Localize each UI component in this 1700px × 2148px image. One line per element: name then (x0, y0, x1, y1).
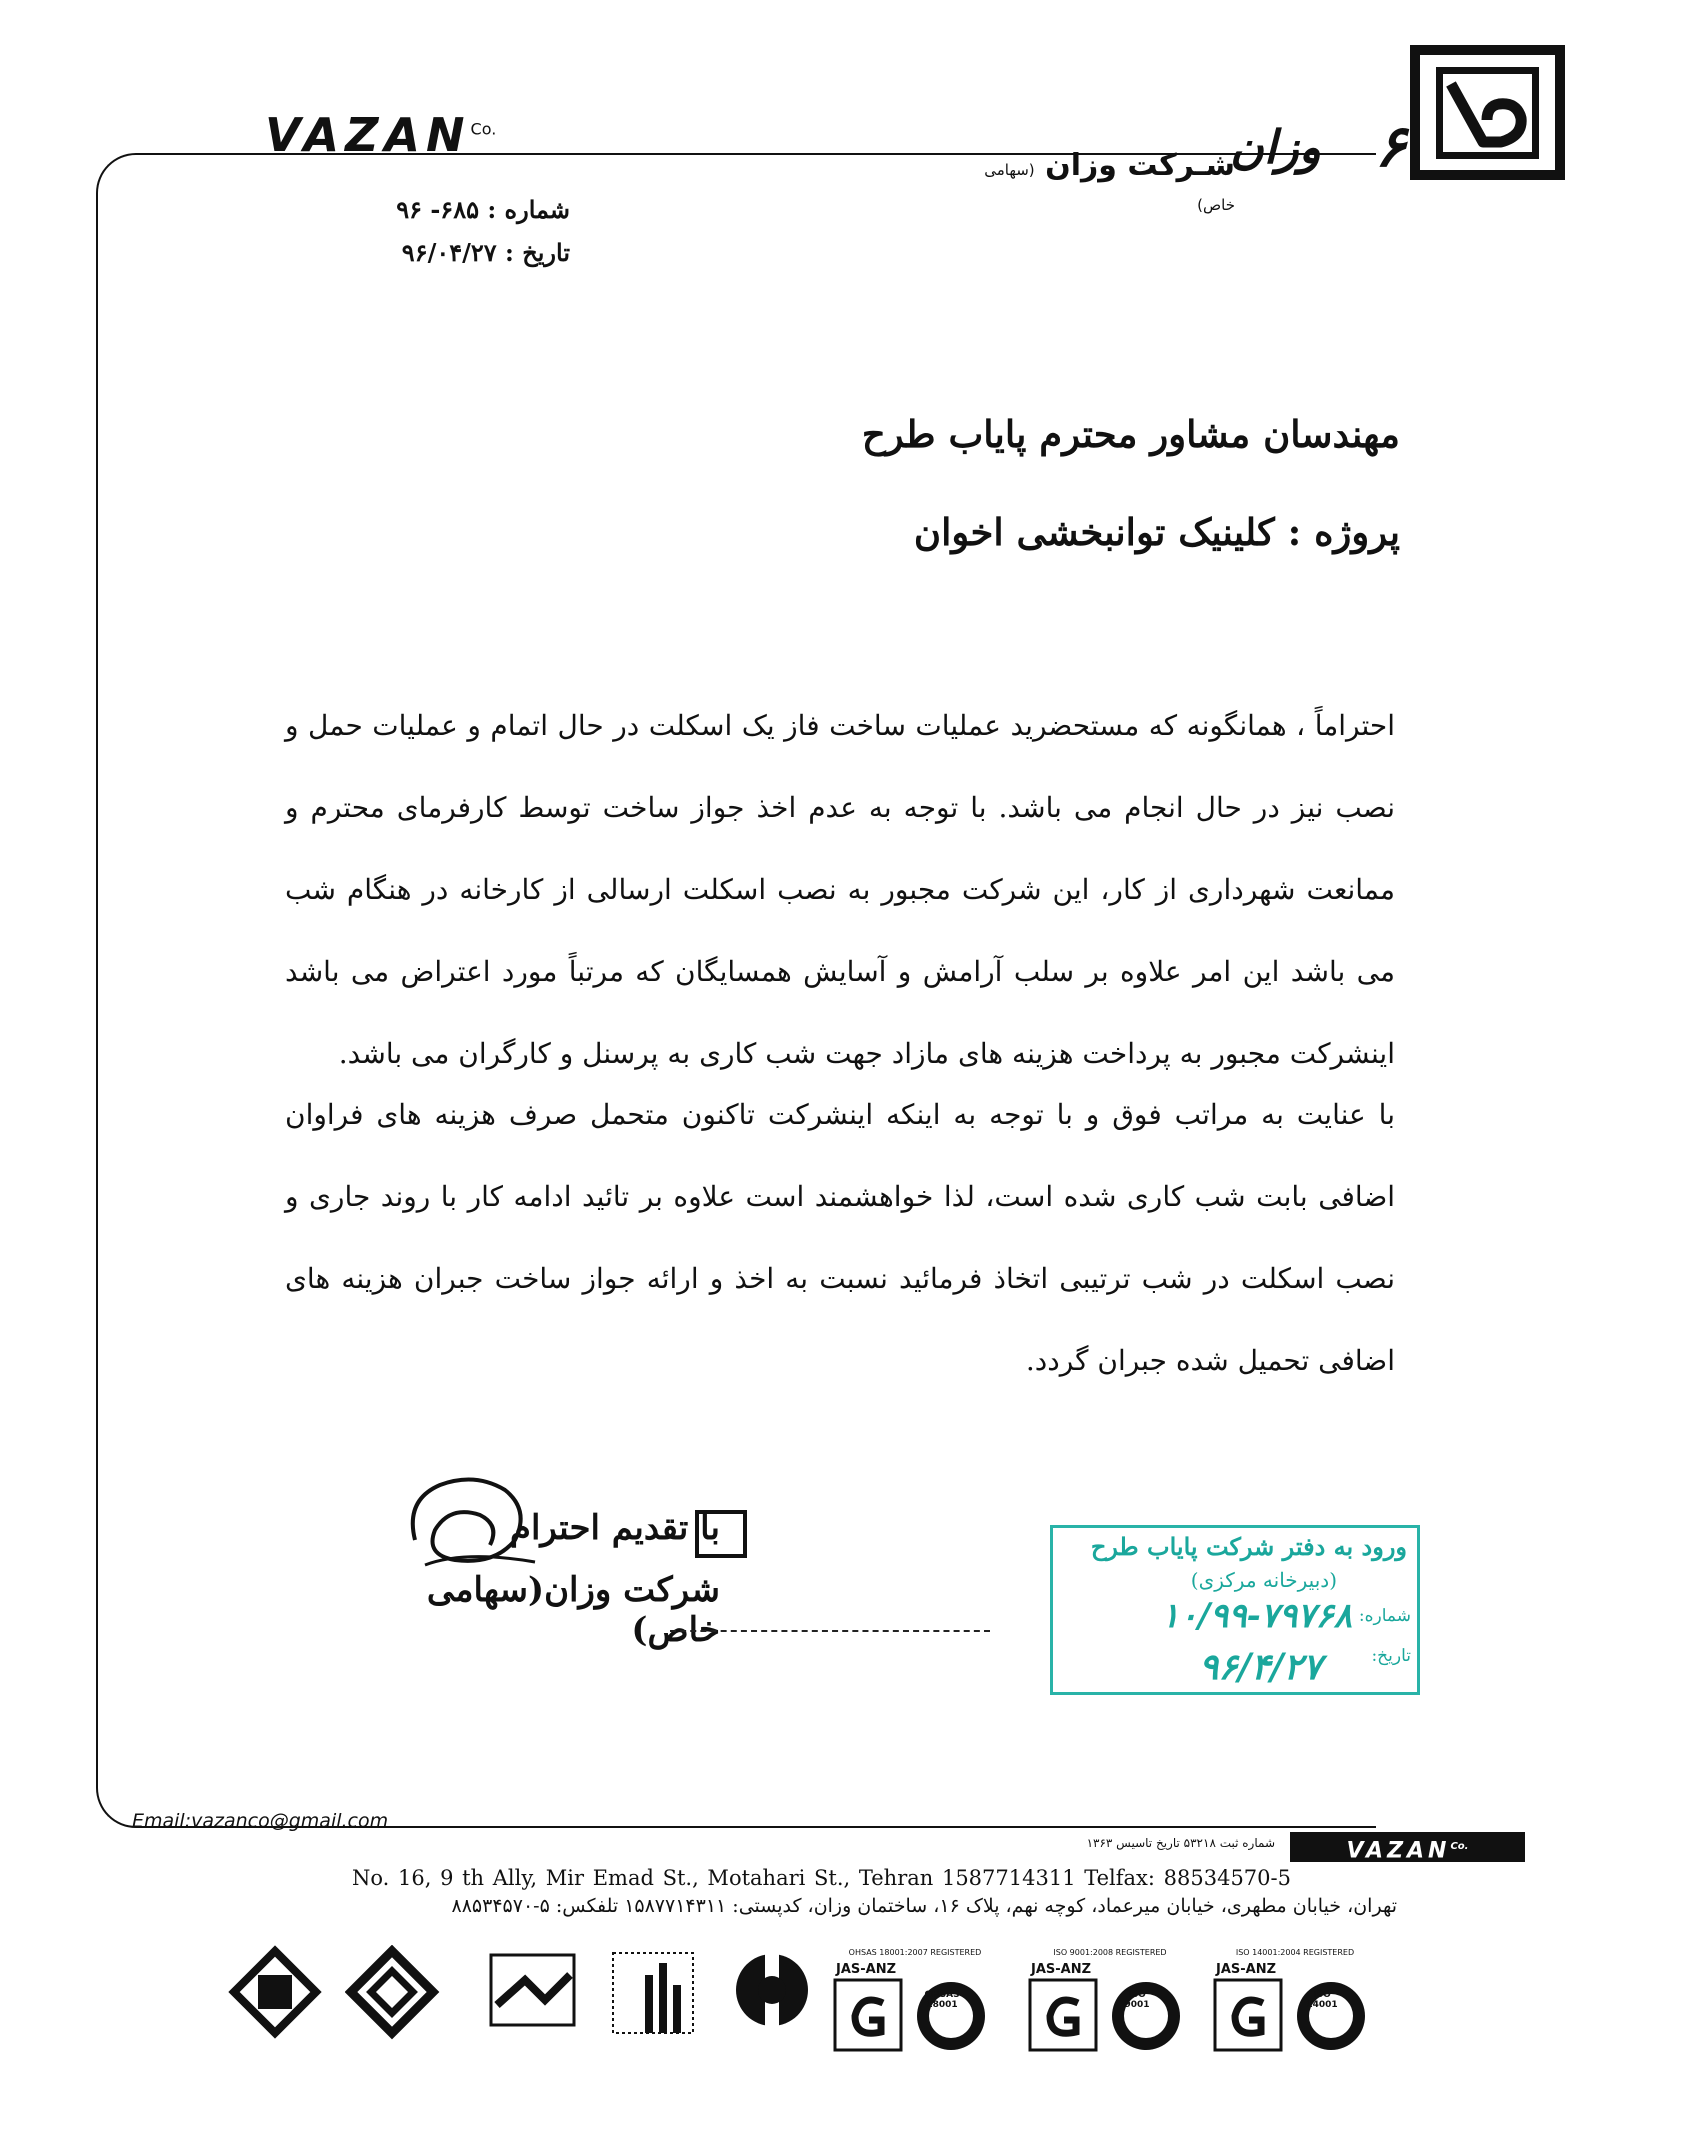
cert-seal-text: OHSAS 18001 (924, 1990, 960, 2010)
letter-date: تاریخ : ۹۶/۰۴/۲۷ (401, 238, 570, 267)
closing-phrase: با تقدیم احترام (509, 1508, 720, 1548)
cert-label: JAS-ANZ (1030, 1962, 1092, 1977)
certificate-ohsas (825, 1948, 1005, 2060)
footer-email: Email:vazanco@gmail.com (132, 1810, 389, 1832)
body-paragraph-2: با عنایت به مراتب فوق و با توجه به اینکه اینشرکت تاکنون متحمل صرف هزینه های فراوان اضافی بابت شب کاری شده است، لذا خواهشمند است علاوه بر تائید ادامه کار با روند جاری و نصب اسکلت در شب ترتیبی اتخاذ فرمائید نسبت به اخذ و ارائه جواز ساخت جبران هزینه های اضافی تحمیل شده جبران گردد. (285, 1098, 1395, 1377)
cert-seal-text: ISO 9001 (1124, 1990, 1150, 2010)
stamp-title: ورود به دفتر شرکت پایاب طرح (1090, 1532, 1407, 1561)
brand-digit: ۶ (1375, 112, 1407, 180)
association-emblem-icon (228, 1945, 323, 2040)
cert-seal-text: ISO 14001 (1306, 1990, 1338, 2010)
footer-brand-logo (1290, 1832, 1525, 1862)
steel-emblem-icon (725, 1945, 820, 2040)
recipient: مهندسان مشاور محترم پایاب طرح (861, 412, 1400, 456)
address-persian: تهران، خیابان مطهری، خیابان میرعماد، کوچه نهم، پلاک ۱۶، ساختمان وزان، کدپستی: ۱۵۸۷۷۱۴۳۱۱ تلفکس: ۵-۸۸۵۳۴۵۷۰ (451, 1895, 1397, 1917)
certificate-iso-9001 (1020, 1948, 1200, 2060)
company-logo (1410, 45, 1565, 180)
handshake-emblem-icon (485, 1945, 580, 2040)
cert-caption: OHSAS 18001:2007 REGISTERED (848, 1948, 982, 1957)
logo-inner-frame (1436, 67, 1539, 159)
signature-company-name: شرکت وزان(سهامی خاص) (426, 1570, 720, 1650)
company-type: (سهامی خاص) (984, 161, 1235, 214)
project-title: پروژه : کلینیک توانبخشی اخوان (913, 510, 1400, 554)
address-english: No. 16, 9 th Ally, Mir Emad St., Motahari St., Tehran 1587714311 Telfax: 88534570-5 (352, 1866, 1291, 1890)
brand-en-suffix: Co. (470, 119, 497, 139)
company-name-text: شـرکت وزان (1045, 148, 1235, 183)
receipt-stamp (1050, 1525, 1420, 1695)
cert-seal-icon (1213, 1978, 1378, 2056)
signature-line (670, 1630, 990, 1632)
chain-diamond-emblem-icon (345, 1945, 440, 2040)
footer-brand-text: VAZAN (1346, 1838, 1451, 1864)
cert-label: JAS-ANZ (1215, 1962, 1277, 1977)
building-chart-emblem-icon (605, 1945, 700, 2040)
body-paragraph-1: احتراماً ، همانگونه که مستحضرید عملیات ساخت فاز یک اسکلت در حال اتمام و عملیات حمل و نصب نیز در حال انجام می باشد. با توجه به عدم اخذ جواز ساخت توسط کارفرمای محترم و ممانعت شهرداری از کار، این شرکت مجبور به نصب اسکلت ارسالی از کارخانه در هنگام شب می باشد این امر علاوه بر سلب آرامش و آسایش همسایگان که مرتباً مورد اعتراض می باشد اینشرکت مجبور به پرداخت هزینه های مازاد جهت شب کاری به پرسنل و کارگران می باشد. (285, 709, 1395, 1070)
brand-name-fa: وزان (1230, 120, 1321, 174)
stamp-number-value: ۱۰/۹۹-۷۹۷۶۸ (1161, 1596, 1352, 1636)
cert-seal-icon (1028, 1978, 1193, 2056)
cert-label: JAS-ANZ (835, 1962, 897, 1977)
cert-caption: ISO 9001:2008 REGISTERED (1053, 1948, 1167, 1957)
stamp-date-label: تاریخ: (1371, 1646, 1411, 1666)
brand-en-text: VAZAN (265, 108, 471, 162)
letter-number: شماره : ۶۸۵- ۹۶ (396, 195, 570, 224)
cert-seal-icon (833, 1978, 998, 2056)
logo-mark-icon (1443, 74, 1532, 152)
footer-brand-suffix: Co. (1450, 1841, 1469, 1852)
stamp-subtitle: (دبیرخانه مرکزی) (1190, 1568, 1337, 1592)
stamp-number-label: شماره: (1358, 1606, 1411, 1626)
stamp-date-value: ۹۶/۴/۲۷ (1199, 1646, 1322, 1688)
certificate-iso-14001 (1205, 1948, 1385, 2060)
registration-info: شماره ثبت ۵۳۲۱۸ تاریخ تاسیس ۱۳۶۳ (1086, 1836, 1275, 1850)
cert-caption: ISO 14001:2004 REGISTERED (1235, 1948, 1355, 1957)
